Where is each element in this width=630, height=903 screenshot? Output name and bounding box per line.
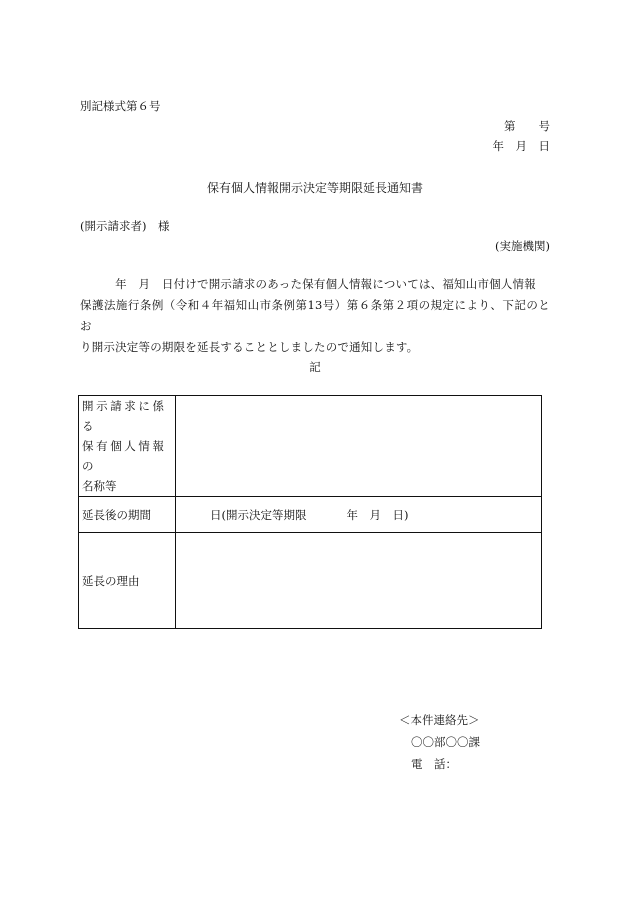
notice-body bbox=[80, 274, 550, 358]
reason-value[interactable] bbox=[176, 533, 542, 629]
records-label-line: 開示請求に係る bbox=[82, 399, 167, 433]
period-label: 延長後の期間 bbox=[79, 497, 176, 533]
table-row bbox=[79, 396, 542, 497]
ki-heading: 記 bbox=[309, 360, 321, 374]
records-value[interactable] bbox=[176, 396, 542, 497]
notice-line: り開示決定等の期限を延長することとしましたので通知します。 bbox=[80, 340, 419, 354]
page-title: 保有個人情報開示決定等期限延長通知書 bbox=[206, 181, 423, 195]
document-number: 第 号 bbox=[504, 119, 550, 133]
table-row bbox=[79, 497, 542, 533]
records-label-line: 名称等 bbox=[82, 479, 117, 493]
reason-label: 延長の理由 bbox=[79, 533, 176, 629]
records-label bbox=[79, 396, 176, 497]
contact-heading: ＜本件連絡先＞ bbox=[399, 713, 480, 727]
details-table bbox=[78, 395, 542, 629]
table-row bbox=[79, 533, 542, 629]
period-days: 日(開示決定等期限 bbox=[210, 507, 307, 522]
contact-phone: 電 話： bbox=[411, 757, 457, 771]
addressee: (開示請求者) 様 bbox=[80, 219, 170, 233]
period-deadline: 年 月 日) bbox=[346, 507, 409, 522]
records-label-line: 保有個人情報の bbox=[82, 439, 167, 473]
document-date: 年 月 日 bbox=[492, 139, 550, 153]
notice-line: 年 月 日付けで開示請求のあった保有個人情報については、福知山市個人情報 bbox=[80, 277, 536, 291]
issuer: (実施機関) bbox=[495, 239, 550, 253]
contact-department: 〇〇部〇〇課 bbox=[411, 735, 480, 749]
period-value[interactable] bbox=[176, 497, 542, 533]
form-number: 別記様式第６号 bbox=[80, 99, 161, 113]
notice-line: 保護法施行条例（令和４年福知山市条例第13号）第６条第２項の規定により、下記のとお bbox=[80, 298, 550, 333]
